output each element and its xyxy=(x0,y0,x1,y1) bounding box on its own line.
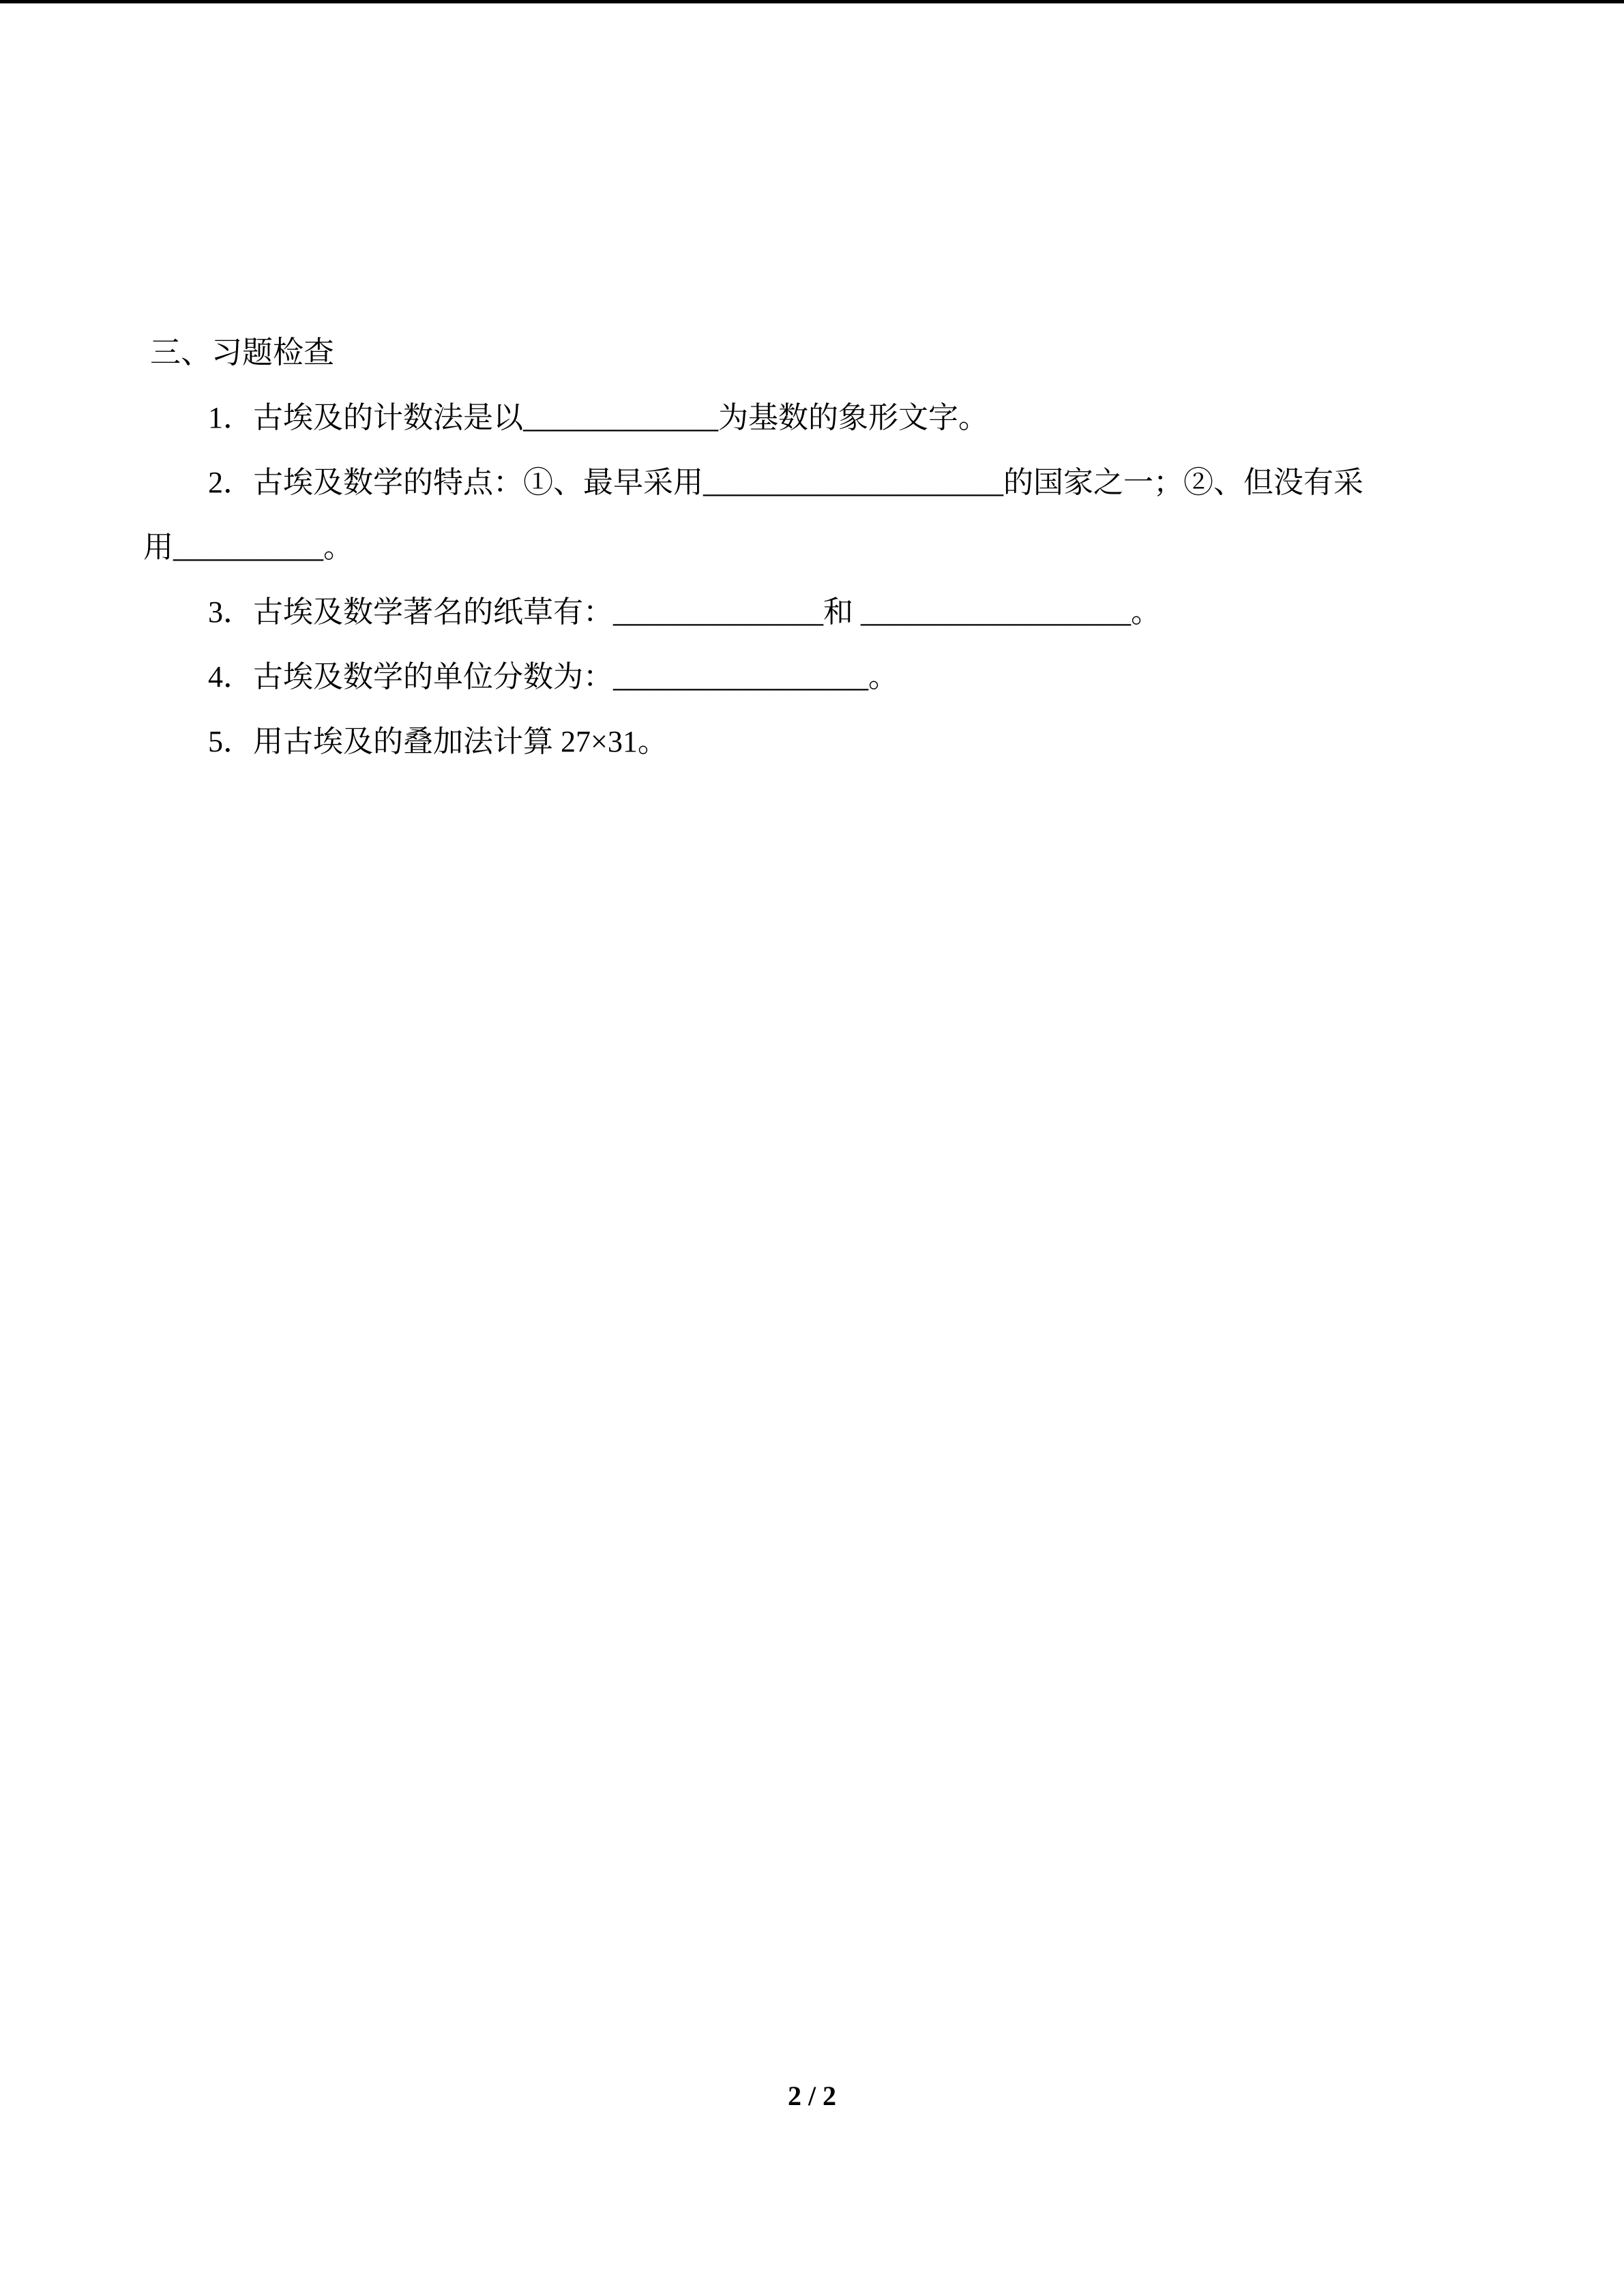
question-line-wrap: 用__________。 xyxy=(143,531,353,564)
question-line-first: 4．古埃及数学的单位分数为：_________________。 xyxy=(208,660,898,694)
question-list xyxy=(143,385,1468,774)
page-top-border xyxy=(0,0,1624,3)
question-line-first: 3．古埃及数学著名的纸草有：______________和 __________________。 xyxy=(208,595,1161,629)
question xyxy=(143,644,1468,709)
question xyxy=(143,385,1468,450)
question xyxy=(143,580,1468,644)
section-title: 三、习题检查 xyxy=(150,336,335,370)
question-line-first: 5．用古埃及的叠加法计算 27×31。 xyxy=(208,725,668,758)
question xyxy=(143,450,1468,580)
question-line-first: 1．古埃及的计数法是以_____________为基数的象形文字。 xyxy=(208,401,988,434)
page-content xyxy=(143,320,1468,774)
question-line-first: 2．古埃及数学的特点：①、最早采用____________________的国家之一；②、但没有采 xyxy=(208,466,1363,499)
question xyxy=(143,709,1468,774)
page-number: 2 / 2 xyxy=(787,2081,837,2111)
